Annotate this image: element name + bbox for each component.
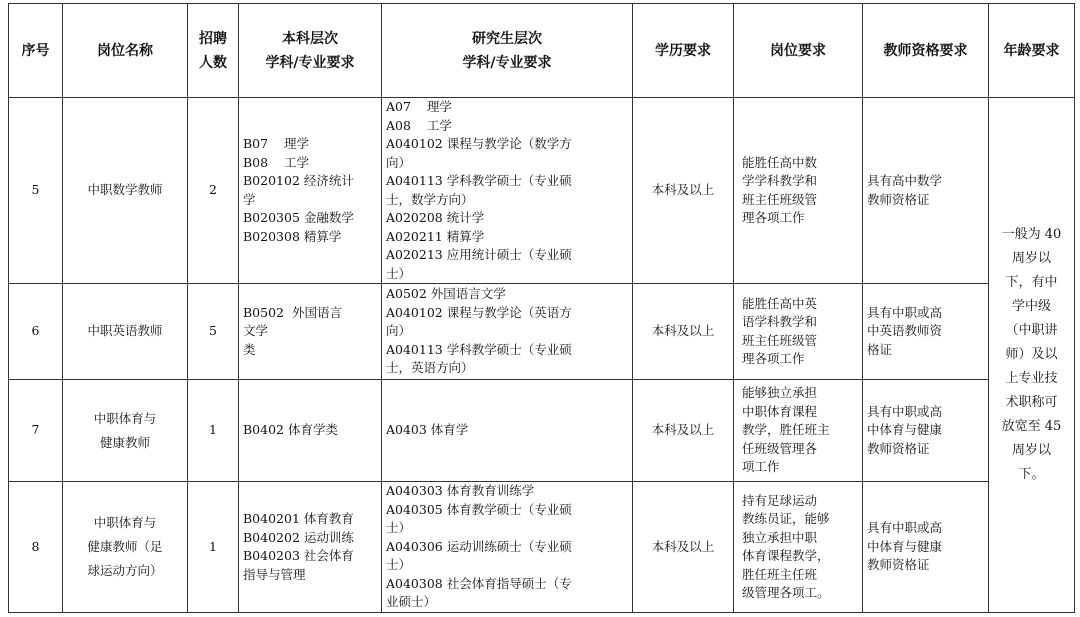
grad-line: 士） — [386, 265, 412, 281]
undergrad-cell — [239, 98, 382, 284]
cert-cell — [863, 380, 989, 482]
grad-line: A040102 课程与教学论（数学方 — [386, 136, 572, 151]
requirement-line: 能胜任高中英 — [742, 295, 818, 311]
undergrad-cell — [239, 284, 382, 380]
seq-cell: 7 — [9, 380, 63, 482]
cert-line: 具有中职或高 — [867, 403, 943, 419]
undergrad-line: 学 — [243, 191, 256, 207]
header-undergrad-line: 学科/专业要求 — [265, 54, 355, 71]
table-row — [9, 284, 1075, 380]
count-cell: 5 — [188, 284, 239, 380]
age-line: 下，有中 — [1005, 275, 1058, 290]
position-line: 健康教师（足 — [87, 539, 163, 554]
seq-cell: 5 — [9, 98, 63, 284]
requirement-cell — [734, 98, 863, 284]
undergrad-line: B020305 金融数学 — [243, 210, 354, 225]
requirement-line: 级管理各项工。 — [742, 585, 830, 600]
requirement-line: 项工作 — [742, 459, 780, 475]
requirement-cell — [734, 284, 863, 380]
requirement-line: 能够独立承担 — [742, 385, 818, 401]
cert-line: 具有中职或高 — [867, 304, 943, 320]
position-line: 中职体育与 — [93, 515, 157, 530]
header-recruit-line: 人数 — [199, 54, 227, 71]
age-line: 一般为 40 — [1001, 227, 1062, 242]
age-line: 下。 — [1018, 467, 1045, 482]
requirement-line: 学学科教学和 — [742, 173, 818, 188]
requirement-line: 能胜任高中数 — [742, 154, 818, 170]
undergrad-line: B040203 社会体育 — [243, 548, 354, 563]
requirement-line: 独立承担中职 — [742, 529, 818, 545]
requirement-cell — [734, 482, 863, 613]
grad-line: A040305 体育教学硕士（专业硕 — [386, 501, 572, 517]
grad-line: A020208 统计学 — [386, 210, 485, 225]
cert-line: 中体育与健康 — [867, 538, 943, 554]
grad-line: 向） — [386, 154, 412, 170]
grad-line: A07 理学 — [386, 99, 452, 114]
undergrad-line: B08 工学 — [243, 154, 309, 170]
position-line: 中职英语教师 — [87, 323, 163, 339]
requirement-line: 教学，胜任班主 — [742, 422, 830, 438]
grad-line: A040303 体育教育训练学 — [386, 483, 535, 499]
cert-cell — [863, 284, 989, 380]
grad-line: A0502 外国语言文学 — [386, 286, 506, 302]
grad-line: A020211 精算学 — [386, 228, 485, 244]
undergrad-line: B0502 外国语言 — [243, 304, 342, 320]
age-cell — [989, 98, 1075, 613]
count-cell: 1 — [188, 380, 239, 482]
header-requirement: 岗位要求 — [734, 4, 863, 98]
grad-line: A040306 运动训练硕士（专业硕 — [386, 538, 572, 554]
seq-cell: 6 — [9, 284, 63, 380]
requirement-line: 持有足球运动 — [742, 492, 818, 508]
header-grad — [382, 4, 633, 98]
age-line: 学中级 — [1011, 299, 1051, 314]
recruitment-table — [8, 3, 1075, 613]
header-seq: 序号 — [9, 4, 63, 98]
undergrad-line: B020308 精算学 — [243, 228, 342, 244]
grad-line: A0403 体育学 — [386, 422, 469, 438]
cert-line: 教师资格证 — [867, 557, 930, 573]
grad-line: 士） — [386, 557, 412, 573]
cert-line: 格证 — [867, 341, 893, 357]
education-cell: 本科及以上 — [633, 98, 734, 284]
seq-cell: 8 — [9, 482, 63, 613]
grad-cell — [382, 380, 633, 482]
header-age: 年龄要求 — [989, 4, 1075, 98]
education-cell: 本科及以上 — [633, 482, 734, 613]
header-cert: 教师资格要求 — [863, 4, 989, 98]
cert-line: 教师资格证 — [867, 440, 930, 456]
grad-line: A040102 课程与教学论（英语方 — [386, 304, 572, 320]
grad-line: 士，英语方向） — [386, 360, 474, 376]
position-line: 中职数学教师 — [87, 182, 163, 198]
position-line: 健康教师 — [99, 434, 150, 450]
education-cell: 本科及以上 — [633, 380, 734, 482]
grad-cell — [382, 284, 633, 380]
age-line: 上专业技 — [1005, 371, 1058, 386]
header-education: 学历要求 — [633, 4, 734, 98]
cert-line: 具有中职或高 — [867, 520, 943, 536]
header-grad-line: 学科/专业要求 — [462, 54, 552, 71]
requirement-line: 任班级管理各 — [742, 440, 818, 456]
grad-line: A040113 学科教学硕士（专业硕 — [386, 341, 572, 357]
requirement-line: 体育课程教学， — [742, 548, 830, 563]
grad-line: 业硕士） — [386, 594, 437, 610]
count-cell: 1 — [188, 482, 239, 613]
undergrad-line: B040202 运动训练 — [243, 529, 354, 545]
age-line: 周岁以 — [1011, 251, 1051, 266]
requirement-line: 班主任班级管 — [742, 191, 818, 207]
table-row — [9, 482, 1075, 613]
cert-line: 教师资格证 — [867, 191, 930, 207]
requirement-line: 中职体育课程 — [742, 403, 818, 419]
grad-line: 向） — [386, 323, 412, 339]
cert-cell — [863, 482, 989, 613]
requirement-line: 理各项工作 — [742, 351, 805, 366]
undergrad-line: B020102 经济统计 — [243, 173, 354, 188]
header-recruit-line: 招聘 — [199, 30, 227, 47]
education-cell: 本科及以上 — [633, 284, 734, 380]
header-grad-line: 研究生层次 — [472, 30, 542, 47]
requirement-line: 语学科教学和 — [742, 314, 818, 329]
position-cell — [63, 98, 188, 284]
requirement-line: 班主任班级管 — [742, 332, 818, 348]
undergrad-line: B07 理学 — [243, 136, 309, 151]
header-recruit — [188, 4, 239, 98]
age-line: 师）及以 — [1005, 347, 1058, 362]
header-row — [9, 4, 1075, 98]
grad-cell — [382, 482, 633, 613]
undergrad-line: 指导与管理 — [243, 566, 306, 582]
grad-line: 士，数学方向） — [386, 191, 474, 207]
undergrad-line: B040201 体育教育 — [243, 511, 354, 526]
position-cell — [63, 482, 188, 613]
header-position: 岗位名称 — [63, 4, 188, 98]
grad-line: A08 工学 — [386, 117, 452, 133]
undergrad-line: 类 — [243, 341, 256, 357]
requirement-line: 胜任班主任班 — [742, 566, 818, 582]
requirement-line: 教练员证，能够 — [742, 511, 830, 526]
table-row — [9, 98, 1075, 284]
requirement-line: 理各项工作 — [742, 210, 805, 225]
position-line: 球运动方向） — [87, 563, 163, 578]
grad-line: 士） — [386, 520, 412, 536]
requirement-cell — [734, 380, 863, 482]
undergrad-line: 文学 — [243, 323, 269, 339]
header-undergrad — [239, 4, 382, 98]
grad-line: A040308 社会体育指导硕士（专 — [386, 575, 572, 591]
cert-cell — [863, 98, 989, 284]
age-line: 术职称可 — [1005, 395, 1058, 410]
grad-line: A040113 学科教学硕士（专业硕 — [386, 173, 572, 188]
cert-line: 中体育与健康 — [867, 422, 943, 438]
grad-cell — [382, 98, 633, 284]
grad-line: A020213 应用统计硕士（专业硕 — [386, 247, 572, 262]
position-cell — [63, 284, 188, 380]
table-row — [9, 380, 1075, 482]
undergrad-cell — [239, 380, 382, 482]
header-undergrad-line: 本科层次 — [282, 30, 338, 47]
cert-line: 具有高中数学 — [867, 173, 943, 188]
cert-line: 中英语教师资 — [867, 323, 943, 339]
count-cell: 2 — [188, 98, 239, 284]
position-cell — [63, 380, 188, 482]
age-line: 放宽至 45 — [1001, 419, 1062, 434]
position-line: 中职体育与 — [93, 410, 157, 426]
undergrad-cell — [239, 482, 382, 613]
age-line: 周岁以 — [1011, 443, 1051, 458]
age-line: （中职讲 — [1005, 323, 1058, 338]
undergrad-line: B0402 体育学类 — [243, 422, 338, 438]
